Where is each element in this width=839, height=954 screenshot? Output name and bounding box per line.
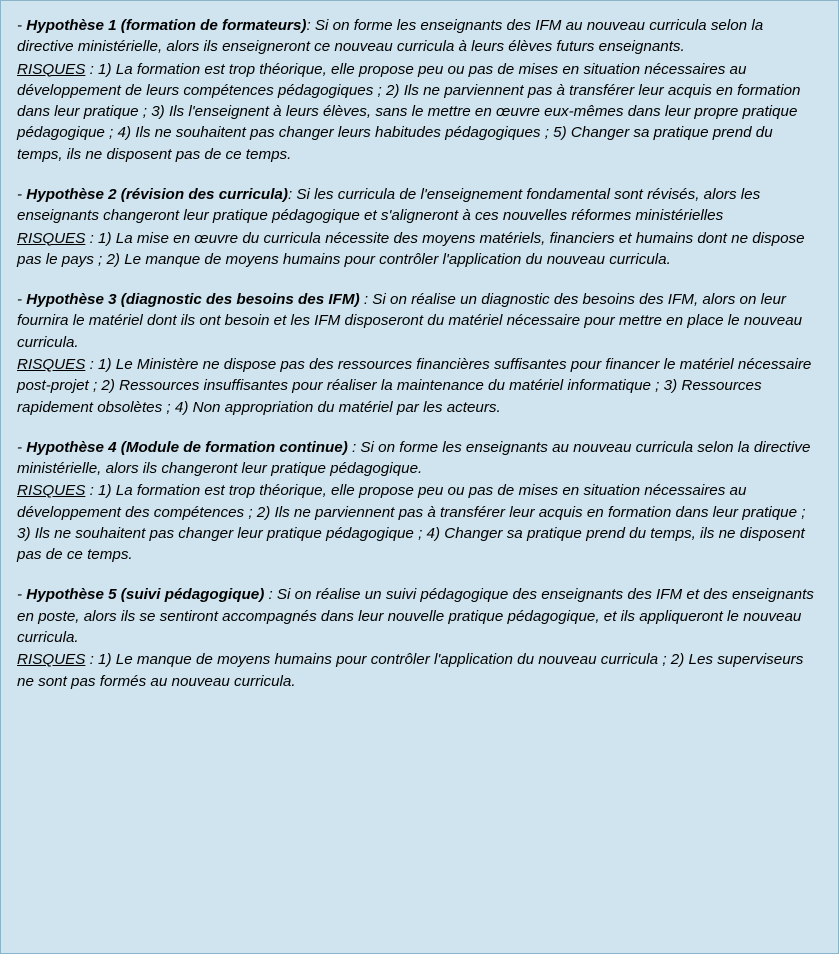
risques-paragraph (17, 228, 820, 271)
risques-paragraph (17, 480, 820, 565)
hypothesis-dash: - (17, 291, 27, 309)
risques-text: : 1) Le manque de moyens humains pour contrôler l'application du nouveau curricula ; 2) Les superviseurs ne sont pas formés au nouveau curricula. (17, 651, 804, 690)
hypothesis-paragraph (17, 437, 820, 480)
hypothesis-paragraph (17, 184, 820, 227)
hypothesis-block (17, 584, 820, 691)
hypothesis-paragraph (17, 584, 820, 648)
hypothesis-dash: - (17, 17, 27, 34)
hypothesis-text: : Si on réalise un suivi pédagogique des enseignants des IFM et des enseignants en poste, alors ils se sentiront accompagnés dans leur nouvelle pratique pédagogique, et ils appliqueront le nouveau curricula. (17, 586, 814, 647)
hypothesis-label: Hypothèse 3 (diagnostic des besoins des IFM) (26, 291, 360, 309)
risques-paragraph (17, 649, 820, 692)
risques-paragraph (17, 354, 820, 418)
risques-label: RISQUES (17, 482, 86, 500)
hypothesis-paragraph (17, 15, 820, 58)
risques-label: RISQUES (17, 60, 86, 78)
hypothesis-block (17, 184, 820, 270)
hypothesis-text: : Si les curricula de l'enseignement fondamental sont révisés, alors les enseignants changeront leur pratique pédagogique et s'aligneront à ces nouvelles réformes ministérielles (17, 185, 761, 225)
risques-label: RISQUES (17, 651, 86, 669)
hypothesis-label: Hypothèse 2 (révision des curricula) (26, 185, 288, 203)
hypothesis-dash: - (17, 438, 27, 456)
hypothesis-label: Hypothèse 4 (Module de formation continue) (26, 438, 348, 456)
hypothesis-label: Hypothèse 5 (suivi pédagogique) (26, 586, 265, 604)
hypothesis-dash: - (17, 185, 27, 203)
risques-text: : 1) Le Ministère ne dispose pas des ressources financières suffisantes pour financer le matériel nécessaire post-projet ; 2) Ressources insuffisantes pour réaliser la maintenance du matériel informatique ; 3) Ressources rapidement obsolètes ; 4) Non appropriation du matériel par les acteurs. (17, 355, 812, 416)
risques-text: : 1) La formation est trop théorique, elle propose peu ou pas de mises en situation nécessaires au développement des compétences ; 2) Ils ne parviennent pas à transférer leur acquis en formation dans leur pratique ; 3) Ils ne souhaitent pas changer leur pratique pédagogique ; 4) Changer sa pratique prend du temps, ils ne disposent pas de ce temps. (17, 482, 806, 564)
hypothesis-text: : Si on forme les enseignants des IFM au nouveau curricula selon la directive ministérielle, alors ils enseigneront ce nouveau curricula à leurs élèves futurs enseignants. (17, 17, 764, 56)
hypothesis-paragraph (17, 289, 820, 353)
hypothesis-text: : Si on forme les enseignants au nouveau curricula selon la directive ministérielle, alors ils changeront leur pratique pédagogique. (17, 438, 811, 478)
hypothesis-text: : Si on réalise un diagnostic des besoins des IFM, alors on leur fournira le matériel dont ils ont besoin et les IFM disposeront du matériel nécessaire pour mettre en place le nouveau curricula. (17, 291, 803, 351)
risques-text: : 1) La formation est trop théorique, elle propose peu ou pas de mises en situation nécessaires au développement de leurs compétences pédagogiques ; 2) Ils ne parviennent pas à transférer leur acquis en formation dans leur pratique ; 3) Ils l'enseignent à leurs élèves, sans le mettre en œuvre eux-mêmes dans leur propre pratique pédagogique ; 4) Ils ne souhaitent pas changer leurs habitudes pédagogiques ; 5) Changer sa pratique prend du temps, ils ne disposent pas de ce temps. (17, 60, 801, 163)
hypothesis-dash: - (17, 586, 27, 604)
risques-paragraph (17, 59, 820, 165)
risques-label: RISQUES (17, 355, 86, 373)
risques-text: : 1) La mise en œuvre du curricula nécessite des moyens matériels, financiers et humains dont ne dispose pas le pays ; 2) Le manque de moyens humains pour contrôler l'application du nouveau curricula. (17, 229, 805, 268)
hypothesis-block (17, 289, 820, 418)
risques-label: RISQUES (17, 229, 86, 247)
hypothesis-block (17, 437, 820, 566)
hypothesis-block (17, 15, 820, 165)
hypothesis-label: Hypothèse 1 (formation de formateurs) (26, 17, 307, 34)
